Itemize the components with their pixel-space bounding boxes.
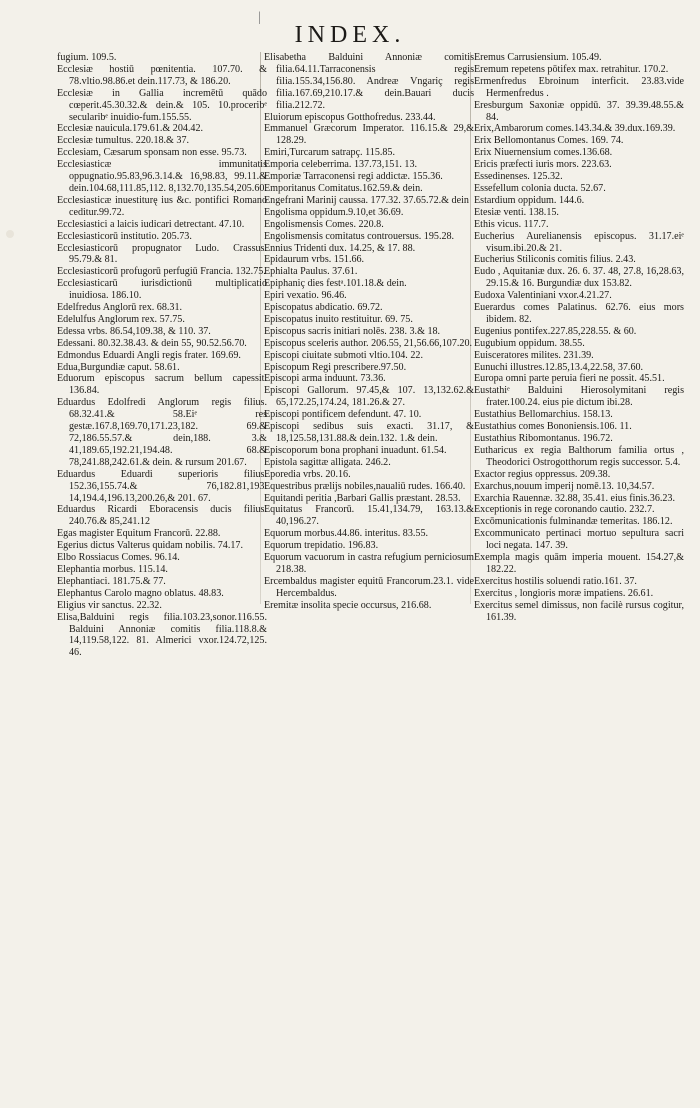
index-entry: Episcopus sceleris author. 206.55, 21,56.66,107.20. — [264, 337, 473, 349]
index-entry: Edua,Burgundiæ caput. 58.61. — [57, 361, 180, 373]
paper-stain — [6, 230, 14, 238]
index-entry: Eresburgum Saxoniæ oppidū. 37. 39.39.48.55.& 84. — [474, 99, 684, 123]
index-column-1 — [57, 52, 267, 659]
index-entry: Eremitæ insolita specie occursus, 216.68. — [264, 599, 432, 611]
index-entry: Eustathiᵉ Balduini Hierosolymitani regis frater.100.24. eius pie dictum ibi.28. — [474, 385, 684, 409]
index-entry: Episcopus sacris initiari nolēs. 238. 3.& 18. — [264, 325, 441, 337]
index-entry: Eporedia vrbs. 20.16. — [264, 468, 351, 480]
index-entry: Eucherius Stiliconis comitis filius. 2.43. — [474, 254, 636, 266]
index-entry: Ermenfredus Ebroinum interficit. 23.83.vide Hermenfredus . — [474, 75, 684, 99]
index-entry: Ethis vicus. 117.7. — [474, 218, 549, 230]
index-entry: Eudo , Aquitaniæ dux. 26. 6. 37. 48, 27.8, 16,28.63, 29.15.& 16. Burgundiæ dux 153.82. — [474, 266, 684, 290]
index-entry: Ecclesiasticæ inuestiturę ius &c. pontifici Romano ceditur.99.72. — [57, 194, 267, 218]
index-entry: Egerius dictus Valterus quidam nobilis. 74.17. — [57, 540, 243, 552]
index-entry: Estardium oppidum. 144.6. — [474, 194, 585, 206]
index-entry: Ecclesiasticæ immunitatis oppugnatio.95.83,96.3.14.& 16,98.83, 99.11.& dein.104.68,111.85,112. 8,132.70,135.54,205.60. — [57, 159, 267, 194]
index-entry: Episcopi sedibus suis exacti. 31.17, & 18,125.58,131.88.& dein.132. 1.& dein. — [264, 421, 474, 444]
index-entry: Eunuchi illustres.12.85,13.4,22.58, 37.60. — [474, 361, 644, 373]
index-entry: Exempla magis quām imperia mouent. 154.27,& 182.22. — [474, 552, 684, 575]
index-entry: Europa omni parte peruia fieri ne possit. 45.51. — [474, 373, 665, 385]
index-entry: Euisceratores milites. 231.39. — [474, 349, 594, 361]
index-entry: Equorum morbus.44.86. interitus. 83.55. — [264, 528, 429, 540]
index-entry: Exercitus hostilis soluendi ratio.161. 37. — [474, 575, 637, 587]
index-entry: Eligius vir sanctus. 22.32. — [57, 599, 162, 611]
index-entry: Eremum repetens pōtifex max. retrahitur. 170.2. — [474, 63, 669, 75]
index-entry: Ecclesiasticorū propugnator Ludo. Crassus. 95.79.& 81. — [57, 242, 267, 266]
index-entry: Emiri,Turcarum satrapç. 115.85. — [264, 147, 396, 159]
index-entry: Eduardus Eduardi superioris filius. 152.36,155.74.& 76,182.81,193. 14,194.4,196.13,200.26,& 201. 67. — [57, 468, 267, 504]
index-entry: Episcopi ciuitate submoti vltio.104. 22. — [264, 349, 423, 361]
index-entry: Elephantiaci. 181.75.& 77. — [57, 575, 166, 587]
index-entry: Epidaurum vrbs. 151.66. — [264, 254, 365, 266]
index-entry: Ecclesiasticarū iurisdictionū multiplicatio inuidiosa. 186.10. — [57, 278, 267, 302]
index-entry: Epistola sagittæ alligata. 246.2. — [264, 456, 391, 468]
index-entry: Ecclesiæ tumultus. 220.18.& 37. — [57, 135, 190, 147]
index-entry: Episcopi arma induunt. 73.36. — [264, 373, 386, 385]
index-entry: Eudoxa Valentiniani vxor.4.21.27. — [474, 290, 612, 302]
index-entry: Episcopi Gallorum. 97.45,& 107. 13,132.62.& 65,172.25,174.24, 181.26.& 27. — [264, 385, 474, 409]
index-entry: Emporia celeberrima. 137.73,151. 13. — [264, 159, 418, 171]
index-entry: Engolismensis comitatus controuersus. 195.28. — [264, 230, 455, 242]
index-entry: Ecclesiæ in Gallia incremētū quādo cœperit.45.30.32.& dein.& 105. 10.proceribᵉ secularibᵉ inuidio-fum.155.55. — [57, 87, 267, 123]
index-entry: Ephialta Paulus. 37.61. — [264, 266, 358, 278]
index-entry: Ercembaldus magister equitū Francorum.23.1. vide Hercembaldus. — [264, 575, 474, 599]
index-entry: Ecclesiæ nauicula.179.61.& 204.42. — [57, 123, 204, 135]
index-entry: Eduardus Ricardi Eboracensis ducis filius. 240.76.& 85,241.12 — [57, 504, 267, 528]
index-entry: Euerardus comes Palatinus. 62.76. eius mors ibidem. 82. — [474, 302, 684, 325]
index-entry: Epiri vexatio. 96.46. — [264, 290, 347, 302]
index-entry: Episcopi pontificem defendunt. 47. 10. — [264, 409, 422, 421]
index-entry: Eustathius Bellomarchius. 158.13. — [474, 409, 613, 421]
index-entry: Equorum trepidatio. 196.83. — [264, 540, 379, 552]
index-entry: Ecclesiam, Cæsarum sponsam non esse. 95.73. — [57, 147, 247, 159]
index-entry: Elisa,Balduini regis filia.103.23,sonor.116.55. Balduini Annoniæ comitis filia.118.8.& 14,119.58,122. 81. Almerici vxor.124.72,125. 46. — [57, 611, 267, 659]
index-entry: Ecclesiasticorū profugorū perfugiū Francia. 132.75. — [57, 266, 266, 278]
index-entry: Eutharicus ex regia Balthorum familia ortus , Theodorici Ostrogotthorum regis successor. 5.4. — [474, 444, 684, 468]
index-entry: Equitandi peritia ,Barbari Gallis præstant. 28.53. — [264, 492, 461, 504]
index-entry: Eucherius Aurelianensis episcopus. 31.17.eiᵉ visum.ibi.20.& 21. — [474, 230, 684, 254]
index-entry: Elephantia morbus. 115.14. — [57, 563, 168, 575]
index-entry: Exarchus,nouum imperij nomē.13. 10,34.57. — [474, 480, 655, 492]
header-mark: | — [258, 10, 261, 25]
index-entry: Eugubium oppidum. 38.55. — [474, 337, 585, 349]
index-column-3 — [474, 52, 684, 624]
index-entry: Ennius Tridenti dux. 14.25, & 17. 88. — [264, 242, 416, 254]
index-entry: Engolismensis Comes. 220.8. — [264, 218, 384, 230]
index-entry: Equorum vacuorum in castra refugium perniciosum 218.38. — [264, 552, 474, 575]
index-entry: Ecclesiasticorū institutio. 205.73. — [57, 230, 192, 242]
index-entry: Egas magister Equitum Francorū. 22.88. — [57, 528, 221, 540]
index-entry: Edelulfus Anglorum rex. 57.75. — [57, 313, 185, 325]
index-entry: Etesiæ venti. 138.15. — [474, 206, 559, 218]
index-entry: Elbo Rossiacus Comes. 96.14. — [57, 552, 180, 564]
index-entry: Exarchia Rauennæ. 32.88, 35.41. eius finis.36.23. — [474, 492, 676, 504]
index-entry: Equitatus Francorū. 15.41,134.79, 163.13.& 40,196.27. — [264, 504, 474, 528]
index-entry: Episcoporum bona prophani inuadunt. 61.54. — [264, 444, 447, 456]
index-entry: Eduorum episcopus sacrum bellum capessit. 136.84. — [57, 373, 267, 397]
index-entry: Episcopatus inuito restituitur. 69. 75. — [264, 313, 413, 325]
index-entry: Episcopum Regi prescribere.97.50. — [264, 361, 407, 373]
index-entry: Essefellum colonia ducta. 52.67. — [474, 182, 606, 194]
index-entry: Exactor regius oppressus. 209.38. — [474, 468, 611, 480]
index-entry: Ecclesiastici a laicis iudicari detrectant. 47.10. — [57, 218, 245, 230]
index-entry: Edessani. 80.32.38.43. & dein 55, 90.52.56.70. — [57, 337, 247, 349]
index-entry: Exceptionis in rege coronando cautio. 232.7. — [474, 504, 655, 516]
index-entry: Essedinenses. 125.32. — [474, 171, 563, 183]
index-entry: Eustathius comes Bononiensis.106. 11. — [474, 421, 632, 433]
index-entry: Emporiæ Tarraconensi regi addictæ. 155.36. — [264, 171, 443, 183]
index-entry: Engefrani Marinij caussa. 177.32. 37.65.72.& dein — [264, 194, 469, 206]
index-entry: Epiphaniç dies festᵃ.101.18.& dein. — [264, 278, 407, 290]
index-entry: Episcopatus abdicatio. 69.72. — [264, 302, 383, 314]
index-entry: Erix,Ambarorum comes.143.34.& 39.dux.169.39. — [474, 123, 676, 135]
paper-stain — [538, 292, 550, 301]
index-entry: Elephantus Carolo magno oblatus. 48.83. — [57, 587, 224, 599]
index-entry: Engolisma oppidum.9.10,et 36.69. — [264, 206, 404, 218]
index-entry: Excommunicato pertinaci mortuo sepultura sacri loci negata. 147. 39. — [474, 528, 684, 552]
index-entry: Ericis præfecti iuris mors. 223.63. — [474, 159, 612, 171]
index-entry: fugium. 109.5. — [57, 52, 117, 63]
index-entry: Edessa vrbs. 86.54,109.38, & 110. 37. — [57, 325, 211, 337]
index-entry: Ecclesiæ hostiū pœnitentia. 107.70. & 78.vltio.98.86.et dein.117.73, & 186.20. — [57, 63, 267, 87]
index-entry: Edmondus Eduardi Angli regis frater. 169.69. — [57, 349, 241, 361]
index-entry: Eduardus Edolfredi Anglorum regis filius. 68.32.41.& 58.Eiᵉ res gestæ.167.8,169.70,171.23,182. 69.& 72,186.55.57.& dein,188. 3.& 41,189.65,192.21,194.48. 68.& 78,241.88,242.61.& dein. & rursum 201.67. — [57, 397, 267, 468]
index-entry: Exercitus semel dimissus, non facilè rursus cogitur, 161.39. — [474, 599, 684, 623]
index-entry: Eustathius Ribomontanus. 196.72. — [474, 433, 613, 444]
index-entry: Elisabetha Balduini Annoniæ comitis filia.64.11.Tarraconensis regis filia.155.34,156.80. Andreæ Vngariç regis filia.167.69,210.17.& dein.Bauari ducis filia.212.72. — [264, 52, 474, 111]
index-entry: Erix Niuernensium comes.136.68. — [474, 147, 613, 159]
index-entry: Edelfredus Anglorū rex. 68.31. — [57, 302, 183, 314]
page-title: INDEX. — [294, 22, 406, 48]
index-entry: Emmanuel Græcorum Imperator. 116.15.& 29,& 128.29. — [264, 123, 474, 147]
index-entry: Eugenius pontifex.227.85,228.55. & 60. — [474, 325, 637, 337]
index-column-2 — [264, 52, 474, 612]
index-entry: Eluiorum episcopus Gotthofredus. 233.44. — [264, 111, 436, 123]
index-entry: Equestribus prælijs nobiles,naualiū rudes. 166.40. — [264, 480, 466, 492]
index-columns — [0, 52, 700, 1052]
index-entry: Erix Bellomontanus Comes. 169. 74. — [474, 135, 624, 147]
index-entry: Emporitanus Comitatus.162.59.& dein. — [264, 182, 423, 194]
index-entry: Exercitus , longioris moræ impatiens. 26.61. — [474, 587, 654, 599]
index-entry: Excōmunicationis fulminandæ temeritas. 186.12. — [474, 516, 673, 528]
index-entry: Eremus Carrusiensium. 105.49. — [474, 52, 602, 63]
